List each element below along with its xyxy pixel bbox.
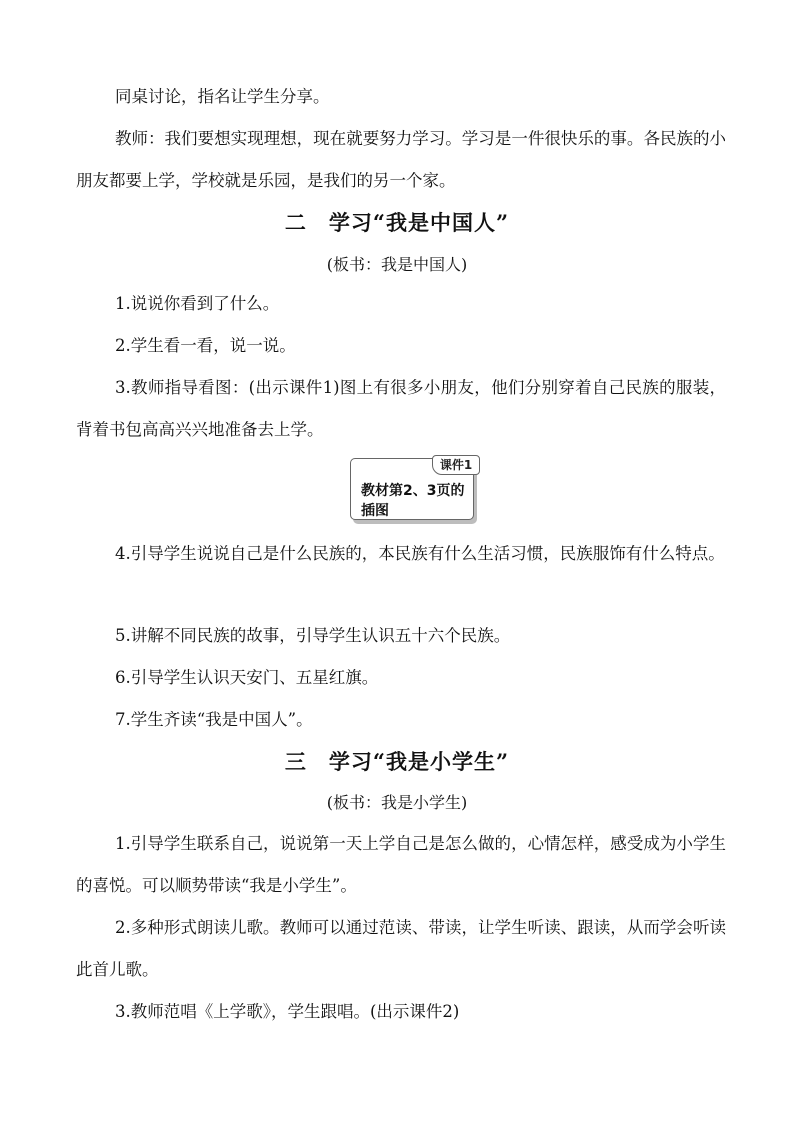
list-item: 3.教师范唱《上学歌》，学生跟唱。(出示课件2) — [115, 1002, 460, 1021]
list-item: 1.引导学生联系自己，说说第一天上学自己是怎么做的，心情怎样，感受成为小学生的喜悦。可以顺势带读“我是小学生”。 — [76, 834, 726, 895]
paragraph-discussion: 同桌讨论，指名让学生分享。 — [115, 87, 330, 106]
list-item: 1.说说你看到了什么。 — [115, 294, 280, 313]
card-caption: 教材第2、3页的插图 — [361, 483, 465, 519]
board-note-2: (板书：我是中国人) — [326, 255, 468, 274]
list-item: 7.学生齐读“我是中国人”。 — [115, 710, 313, 729]
courseware-tag: 课件1 — [432, 455, 480, 475]
list-item: 4.引导学生说说自己是什么民族的，本民族有什么生活习惯，民族服饰有什么特点。 — [115, 544, 725, 563]
list-item: 6.引导学生认识天安门、五星红旗。 — [115, 668, 379, 687]
section-heading-2: 二 学习“我是中国人” — [284, 210, 510, 235]
list-item: 5.讲解不同民族的故事，引导学生认识五十六个民族。 — [115, 626, 511, 645]
board-note-3: (板书：我是小学生) — [326, 793, 468, 812]
list-item: 2.多种形式朗读儿歌。教师可以通过范读、带读，让学生听读、跟读，从而学会听读此首儿歌。 — [76, 918, 726, 979]
section-heading-3: 三 学习“我是小学生” — [284, 749, 510, 774]
paragraph-teacher-speech: 教师：我们要想实现理想，现在就要努力学习。学习是一件很快乐的事。各民族的小朋友都要上学，学校就是乐园，是我们的另一个家。 — [76, 129, 726, 190]
list-item: 3.教师指导看图：(出示课件1)图上有很多小朋友，他们分别穿着自己民族的服装，背着书包高高兴兴地准备去上学。 — [76, 378, 726, 439]
list-item: 2.学生看一看，说一说。 — [115, 336, 296, 355]
courseware-card — [350, 458, 478, 526]
